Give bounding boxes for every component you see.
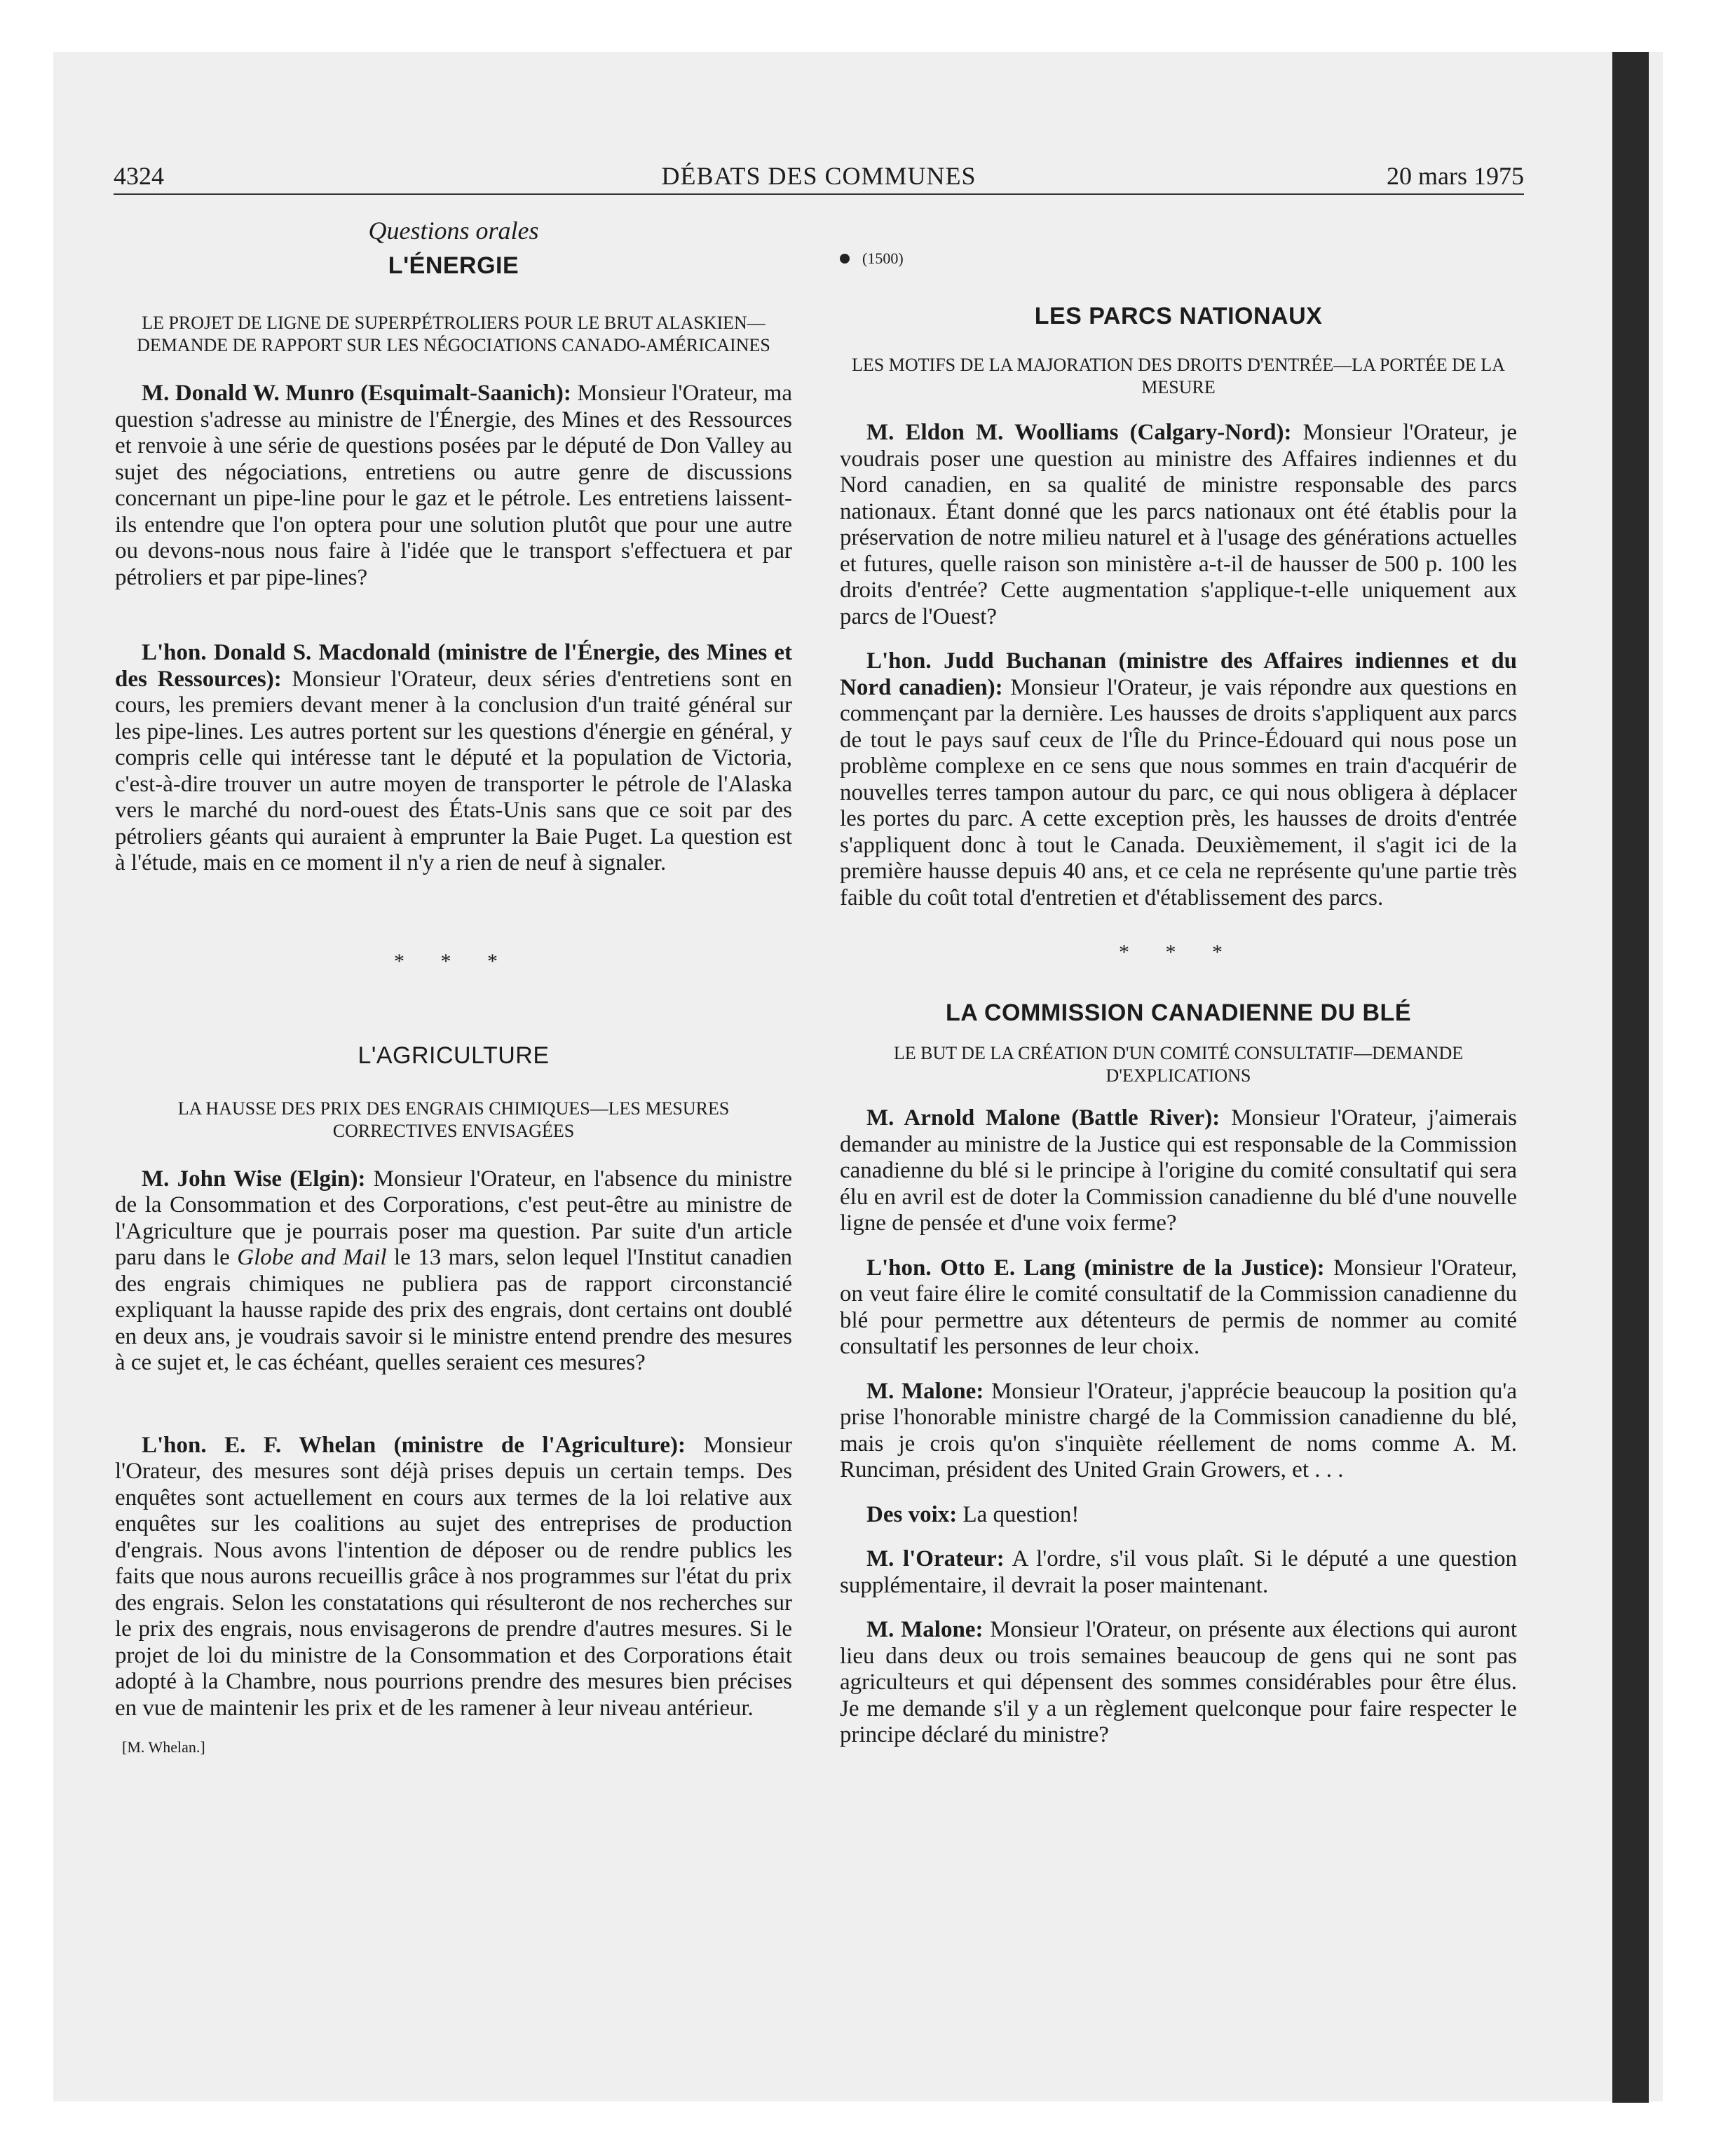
- speaker-name: M. Eldon M. Woolliams (Calgary-Nord):: [866, 420, 1292, 445]
- right-column: [840, 250, 1517, 1749]
- speaker-name: M. Donald W. Munro (Esquimalt-Saanich):: [142, 381, 571, 406]
- heading-ble: LA COMMISSION CANADIENNE DU BLÉ: [945, 999, 1412, 1026]
- section-rubric: Questions orales: [368, 217, 539, 245]
- speaker-name: M. Malone:: [866, 1617, 984, 1642]
- speech-text: A l'ordre, s'il vous plaît. Si le député a une question supplémentaire, il devrait la poser maintenant.: [840, 1546, 1517, 1598]
- speech-text: Monsieur l'Orateur, on présente aux élections qui auront lieu dans deux ou trois semaines beaucoup de gens qui ne sont pas agriculteurs et qui dépensent des sommes considérables pour être élus. Je me demande s'il y a un règlement quelconque pour faire respecter le principe déclaré du ministre?: [840, 1617, 1518, 1747]
- speaker-name: M. Arnold Malone (Battle River):: [866, 1105, 1220, 1131]
- section-separator: * * *: [1119, 941, 1238, 964]
- speech-text: Monsieur l'Orateur, je vais répondre aux questions en commençant par la dernière. Les hausses de droits s'appliquent aux parcs de tout le pays sauf ceux de l'Île du Prince-Édouard qui nous pose un problème complexe en ce sens que nous sommes en train d'acquérir de nouvelles terres tampon autour du parc, ce qui nous obligera à déplacer les portes du parc. A cette exception près, les hausses de droits d'entrée s'appliquent donc à tout le Canada. Deuxièmement, il s'agit ici de la première hausse depuis 40 ans, et ce cela ne représente qu'une partie très faible du coût total d'entretien et d'établissement des parcs.: [840, 674, 1517, 910]
- scan-edge: [1612, 52, 1649, 2103]
- subheading-agriculture: LA HAUSSE DES PRIX DES ENGRAIS CHIMIQUES—LES MESURES CORRECTIVES ENVISAGÉES: [177, 1098, 730, 1141]
- speaker-name: L'hon. Judd Buchanan (ministre des Affaires indiennes et du Nord canadien):: [840, 648, 1517, 700]
- speaker-name: L'hon. Donald S. Macdonald (ministre de l'Énergie, des Mines et des Ressources):: [115, 640, 792, 692]
- page-date: 20 mars 1975: [1387, 162, 1524, 190]
- paragraph-malone-1: [840, 1105, 1517, 1237]
- publication-title: DÉBATS DES COMMUNES: [661, 162, 977, 190]
- speaker-name: M. l'Orateur:: [866, 1546, 1005, 1571]
- heading-energie: L'ÉNERGIE: [388, 252, 519, 279]
- speaker-name: M. Malone:: [866, 1378, 984, 1404]
- newspaper-title: Globe and Mail: [237, 1245, 387, 1270]
- speech-text: Monsieur l'Orateur, en l'absence du ministre de la Consommation et des Corporations, c'est peut-être au ministre de l'Agriculture que je pourrais poser ma question. Par suite d'un article paru dans le: [115, 1166, 792, 1270]
- paragraph-buchanan: [840, 648, 1517, 911]
- paragraph-macdonald: [115, 640, 792, 877]
- paragraph-whelan: [115, 1433, 792, 1722]
- paragraph-des-voix: [840, 1502, 1517, 1529]
- speech-text: Monsieur l'Orateur, des mesures sont déjà prises depuis un certain temps. Des enquêtes sont actuellement en cours aux termes de la loi relative aux enquêtes sur les coalitions au sujet des entreprises de production d'engrais. Nous avons l'intention de déposer ou de rendre publics les faits que nous aurons recueillis grâce à nos programmes sur l'état du prix des engrais. Selon les constatations qui résulteront de nos recherches sur le prix des engrais, nous envisagerons de prendre d'autres mesures. Si le projet de loi du ministre de la Consommation et des Corporations était adopté à la Chambre, nous pourrions prendre des mesures bien précises en vue de maintenir les prix et de les ramener à leur niveau antérieur.: [115, 1432, 792, 1721]
- left-column: [115, 216, 792, 1756]
- speaker-name: Des voix:: [866, 1501, 958, 1527]
- speech-text: le 13 mars, selon lequel l'Institut canadien des engrais chimiques ne publiera pas de rapport circonstancié expliquant la hausse rapide des prix des engrais, dont certains ont doublé en deux ans, je voudrais savoir si le ministre entend prendre des mesures à ce sujet et, le cas échéant, quelles seraient ces mesures?: [115, 1245, 792, 1375]
- paragraph-orateur: [840, 1546, 1517, 1599]
- speaker-name: L'hon. Otto E. Lang (ministre de la Justice):: [866, 1255, 1325, 1281]
- paragraph-malone-3: [840, 1617, 1517, 1749]
- speaker-name: M. John Wise (Elgin):: [142, 1166, 366, 1192]
- continuation-footnote: [M. Whelan.]: [122, 1738, 205, 1756]
- speech-text: Monsieur l'Orateur, deux séries d'entretiens sont en cours, les premiers devant mener à la conclusion d'un traité général sur les pipe-lines. Les autres portent sur les questions d'énergie en général, y compris celle qui intéresse tant le député et la population de Victoria, c'est-à-dire trouver un autre moyen de transporter le pétrole de l'Alaska vers le marché du nord-ouest des États-Unis sans que ce soit par des pétroliers géants qui auraient à emprunter la Baie Puget. La question est à l'étude, mais en ce moment il n'y a rien de neuf à signaler.: [115, 666, 792, 875]
- speech-text: Monsieur l'Orateur, ma question s'adresse au ministre de l'Énergie, des Mines et des Ressources et renvoie à une série de questions posées par le député de Don Valley au sujet des négociations, entretiens ou autre genre de discussions concernant un pipe-line pour le gaz et le pétrole. Les entretiens laissent-ils entendre que l'on optera pour une solution plutôt que pour une autre ou devons-nous nous faire à l'idée que le transport s'effectuera et par pétroliers et par pipe-lines?: [115, 381, 792, 590]
- section-separator: * * *: [394, 949, 513, 973]
- paragraph-woolliams: [840, 420, 1517, 630]
- time-marker: [840, 250, 1517, 268]
- speech-text: Monsieur l'Orateur, on veut faire élire le comité consultatif de la Commission canadienne du blé pour permettre aux détenteurs de permis de nommer au comité consultatif les personnes de leur choix.: [840, 1255, 1517, 1359]
- paragraph-wise: [115, 1166, 792, 1377]
- subheading-parcs: LES MOTIFS DE LA MAJORATION DES DROITS D'ENTRÉE—LA PORTÉE DE LA MESURE: [852, 355, 1505, 397]
- subheading-ble: LE BUT DE LA CRÉATION D'UN COMITÉ CONSULTATIF—DEMANDE D'EXPLICATIONS: [893, 1043, 1464, 1086]
- speech-text: Monsieur l'Orateur, j'aimerais demander au ministre de la Justice qui est responsable de la Commission canadienne du blé si le principe à l'origine du comité consultatif qui sera élu en avril est de doter la Commission canadienne du blé d'une nouvelle ligne de pensée et d'une voix ferme?: [840, 1105, 1517, 1236]
- speech-text: Monsieur l'Orateur, je voudrais poser une question au ministre des Affaires indiennes et du Nord canadien, en sa qualité de ministre responsable des parcs nationaux. Étant donné que les parcs nationaux ont été établis pour la préservation de notre milieu naturel et à l'usage des générations actuelles et futures, quelle raison son ministère a-t-il de hausser de 500 p. 100 les droits d'entrée? Cette augmentation s'applique-t-elle uniquement aux parcs de l'Ouest?: [840, 420, 1517, 629]
- bullet-icon: [840, 254, 850, 264]
- speaker-name: L'hon. E. F. Whelan (ministre de l'Agriculture):: [142, 1432, 686, 1458]
- time-marker-text: (1500): [862, 250, 904, 267]
- heading-agriculture: L'AGRICULTURE: [358, 1042, 550, 1069]
- speech-text: La question!: [957, 1501, 1080, 1527]
- paragraph-munro: [115, 381, 792, 591]
- page-number: 4324: [114, 162, 164, 190]
- paragraph-lang: [840, 1255, 1517, 1360]
- paragraph-malone-2: [840, 1379, 1517, 1484]
- heading-parcs: LES PARCS NATIONAUX: [1034, 303, 1323, 329]
- speech-text: Monsieur l'Orateur, j'apprécie beaucoup la position qu'a prise l'honorable ministre chargé de la Commission canadienne du blé, mais je crois qu'on s'inquiète réellement de noms comme A. M. Runciman, président des United Grain Growers, et . . .: [840, 1378, 1517, 1482]
- subheading-energie: LE PROJET DE LIGNE DE SUPERPÉTROLIERS POUR LE BRUT ALASKIEN—DEMANDE DE RAPPORT SUR LES NÉGOCIATIONS CANADO-AMÉRICAINES: [137, 313, 770, 355]
- page-header: [114, 158, 1524, 195]
